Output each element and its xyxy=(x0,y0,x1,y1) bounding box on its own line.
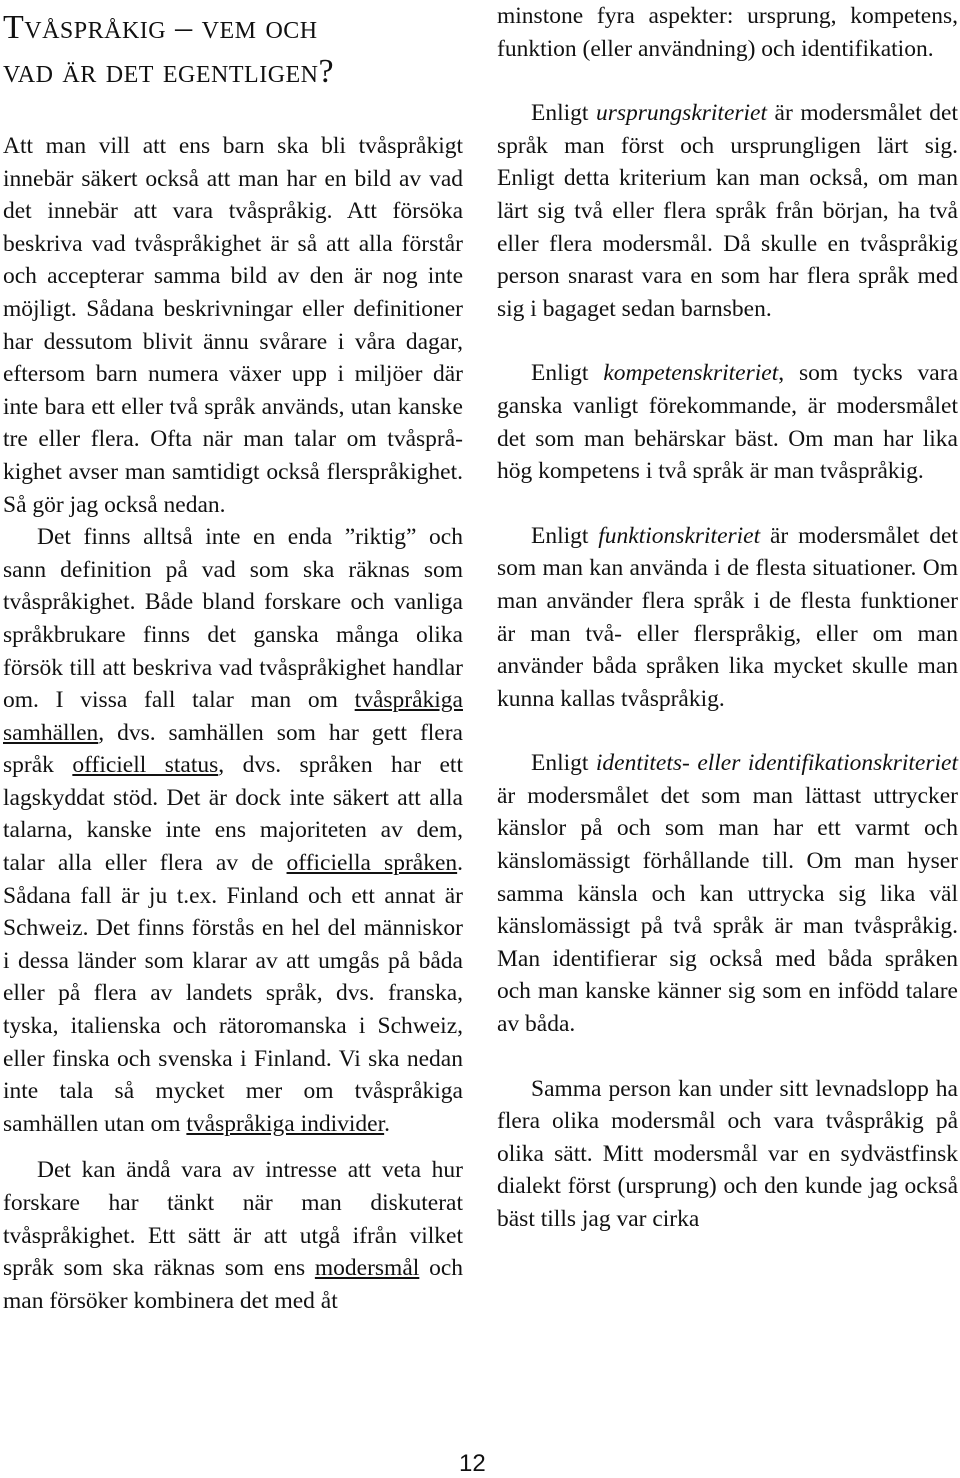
identity-criterion-paragraph: Enligt identitets- eller identifikationskriteriet är modersmålet det som man lättast uttrycker känslor på och som man har ett varmt och känslomässigt förhållande till. Om man hyser samma känsla och kan uttrycka sig lika väl känslomässigt på två språk är man tvåspråkig. Man identifierar sig också med båda språken och man kanske känner sig som en infödd talare av båda. xyxy=(497,750,958,1038)
heading-line-2: vad är det egentligen? xyxy=(3,53,335,90)
section-heading xyxy=(3,6,463,94)
term-competence-criterion: kompetenskriteriet xyxy=(603,360,779,387)
term-mother-tongue: modersmål xyxy=(314,1255,420,1282)
term-bilingual-individuals: tvåspråkiga individer xyxy=(186,1110,385,1137)
right-column xyxy=(497,0,958,1236)
term-official-status: officiell status xyxy=(72,752,219,779)
research-paragraph: Det kan ändå vara av intresse att veta hur forskare har tänkt när man diskuterat tvåspråkighet. Ett sätt är att utgå ifrån vilket språk som ska räknas som ens modersmål och man försöker kombinera det med åt xyxy=(3,1157,463,1314)
definition-paragraph: Det finns alltså inte en enda ”riktig” och sann definition på vad som ska räknas som tvåspråkighet. Både bland forskare och vanliga språkbrukare finns det ganska många olika försök till att beskriva vad tvåspråkighet handlar om. I vissa fall talar man om tvåspråkiga samhällen, dvs. samhällen som har gett flera språk officiell status, dvs. språken har ett lagskyddat stöd. Det är dock inte säkert att alla talarna, kanske inte ens majoriteten av dem, talar alla eller flera av de officiella språken. Sådana fall är ju t.ex. Finland och ett annat är Schweiz. Det finns förstås en hel del människor i dessa länder som klarar av att umgås på båda eller på flera av landets språk, dvs. franska, tyska, italienska och rätoromanska i Schweiz, eller finska och svenska i Finland. Vi ska nedan inte tala så mycket mer om tvåspråkiga samhällen utan om tvåspråkiga individer. xyxy=(3,524,464,1137)
term-bilingual-societies: tvåspråkiga samhällen xyxy=(3,687,463,746)
function-criterion-paragraph: Enligt funktionskriteriet är modersmålet det som man kan använda i de flesta situationer. Om man använder flera språk i de flesta funktioner är man två- eller flerspråkig, eller om man använder båda språken lika mycket skulle man kunna kallas tvåspråkig. xyxy=(497,522,958,712)
heading-line-1: Tvåspråkig – vem och xyxy=(3,9,318,46)
term-origin-criterion: ursprungskriteriet xyxy=(595,100,768,127)
term-official-languages: officiella språken xyxy=(286,850,458,877)
page-number: 12 xyxy=(459,1450,486,1477)
term-identity-criterion: identitets- eller identifikationskriteriet xyxy=(595,750,958,777)
intro-paragraph: Att man vill att ens barn ska bli tvåspråkigt innebär säkert också att man har en bild av vad det innebär att vara tvåspråkig. Att försöka beskriva vad tvåspråkighet är så att alla förstår och accepterar samma bild av den är nog inte möjligt. Sådana beskrivningar eller definitioner har dessutom blivit ännu svårare i våra dagar, eftersom barn numera växer upp i miljöer där inte bara ett eller två språk används, utan kanske tre eller flera. Ofta när man talar om tvåspråkighet avser man samtidigt också flerspråkighet. Så gör jag också nedan. xyxy=(3,133,463,518)
term-function-criterion: funktionskriteriet xyxy=(598,522,761,549)
aspects-paragraph: minstone fyra aspekter: ursprung, kompetens, funktion (eller användning) och identifikation. xyxy=(497,3,958,62)
competence-criterion-paragraph: Enligt kompetenskriteriet, som tycks vara ganska vanligt förekommande, är modersmålet det som man behärskar bäst. Om man har lika hög kompetens i två språk är man tvåspråkig. xyxy=(497,360,958,485)
origin-criterion-paragraph: Enligt ursprungskriteriet är modersmålet det språk man först och ursprungligen lärt sig. Enligt detta kriterium kan man också, om man lärt sig två eller flera språk från början, ha två eller flera modersmål. Då skulle en tvåspråkig person snarast vara en som har flera språk med sig i bagaget sedan barnsben. xyxy=(497,100,958,322)
personal-paragraph: Samma person kan under sitt levnadslopp ha flera olika modersmål och vara tvåspråkig på olika sätt. Mitt modersmål var en sydvästfinsk dialekt först (ursprung) och den kunde jag också bäst tills jag var cirka xyxy=(497,1075,958,1232)
left-column xyxy=(3,0,463,1317)
